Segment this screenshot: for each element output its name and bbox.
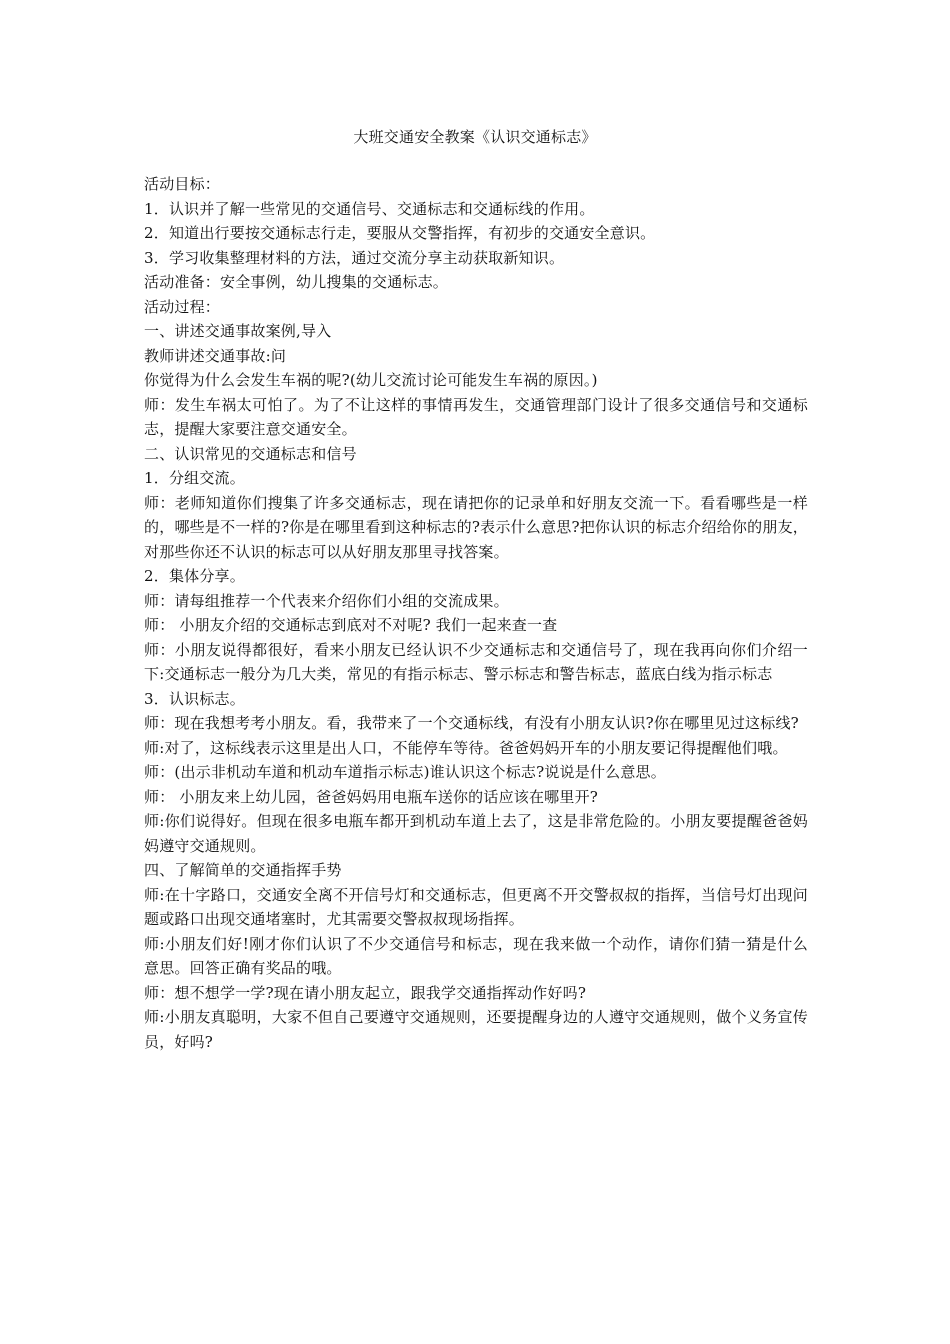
paragraph: 师：(出示非机动车道和机动车道指示标志)谁认识这个标志?说说是什么意思。 bbox=[144, 763, 666, 781]
paragraph: 1．分组交流。 bbox=[144, 469, 245, 487]
paragraph: 活动准备：安全事例，幼儿搜集的交通标志。 bbox=[144, 273, 449, 291]
paragraph: 活动目标： bbox=[144, 175, 221, 193]
paragraph: 师： 小朋友来上幼儿园，爸爸妈妈用电瓶车送你的话应该在哪里开? bbox=[144, 787, 599, 806]
paragraph: 2．知道出行要按交通标志行走，要服从交警指挥，有初步的交通安全意识。 bbox=[144, 224, 656, 242]
paragraph: 一、讲述交通事故案例,导入 bbox=[144, 322, 332, 340]
paragraph: 3．认识标志。 bbox=[144, 689, 245, 708]
paragraph: 1．认识并了解一些常见的交通信号、交通标志和交通标线的作用。 bbox=[144, 199, 595, 218]
document-body bbox=[144, 172, 808, 1054]
paragraph: 师：老师知道你们搜集了许多交通标志，现在请把你的记录单和好朋友交流一下。看看哪些是一样的，哪些是不一样的?你是在哪里看到这种标志的?表示什么意思?把你认识的标志介绍给你的朋友，对那些你还不认识的标志可以从好朋友那里寻找答案。 bbox=[144, 493, 808, 561]
paragraph: 四、了解简单的交通指挥手势 bbox=[144, 861, 342, 879]
paragraph: 师： 小朋友介绍的交通标志到底对不对呢? 我们一起来查一查 bbox=[144, 616, 558, 634]
paragraph: 师：小朋友说得都很好，看来小朋友已经认识不少交通标志和交通信号了，现在我再向你们介绍一下:交通标志一般分为几大类，常见的有指示标志、警示标志和警告标志，蓝底白线为指示标志 bbox=[144, 640, 808, 683]
paragraph: 2．集体分享。 bbox=[144, 567, 245, 585]
paragraph: 师:在十字路口，交通安全离不开信号灯和交通标志，但更离不开交警叔叔的指挥，当信号灯出现问题或路口出现交通堵塞时，尤其需要交警叔叔现场指挥。 bbox=[144, 885, 808, 928]
paragraph: 二、认识常见的交通标志和信号 bbox=[144, 444, 357, 463]
paragraph: 教师讲述交通事故:问 bbox=[144, 346, 287, 365]
paragraph: 师：请每组推荐一个代表来介绍你们小组的交流成果。 bbox=[144, 591, 509, 610]
paragraph: 3．学习收集整理材料的方法，通过交流分享主动获取新知识。 bbox=[144, 248, 565, 267]
paragraph: 师：发生车祸太可怕了。为了不让这样的事情再发生，交通管理部门设计了很多交通信号和交通标志，提醒大家要注意交通安全。 bbox=[144, 395, 808, 438]
document-title: 大班交通安全教案《认识交通标志》 bbox=[353, 128, 597, 146]
paragraph: 师:你们说得好。但现在很多电瓶车都开到机动车道上去了，这是非常危险的。小朋友要提醒爸爸妈妈遵守交通规则。 bbox=[144, 812, 808, 855]
paragraph: 师：现在我想考考小朋友。看，我带来了一个交通标线，有没有小朋友认识?你在哪里见过这标线? bbox=[144, 714, 799, 732]
paragraph: 你觉得为什么会发生车祸的呢?(幼儿交流讨论可能发生车祸的原因。) bbox=[144, 371, 598, 389]
paragraph: 师:对了，这标线表示这里是出人口，不能停车等待。爸爸妈妈开车的小朋友要记得提醒他们哦。 bbox=[144, 738, 788, 757]
paragraph: 师:小朋友真聪明，大家不但自己要遵守交通规则，还要提醒身边的人遵守交通规则，做个义务宣传员，好吗? bbox=[144, 1008, 808, 1051]
paragraph: 师:小朋友们好!刚才你们认识了不少交通信号和标志，现在我来做一个动作，请你们猜一猜是什么意思。回答正确有奖品的哦。 bbox=[144, 934, 808, 977]
paragraph: 师：想不想学一学?现在请小朋友起立，跟我学交通指挥动作好吗? bbox=[144, 983, 587, 1002]
paragraph: 活动过程： bbox=[144, 297, 221, 316]
